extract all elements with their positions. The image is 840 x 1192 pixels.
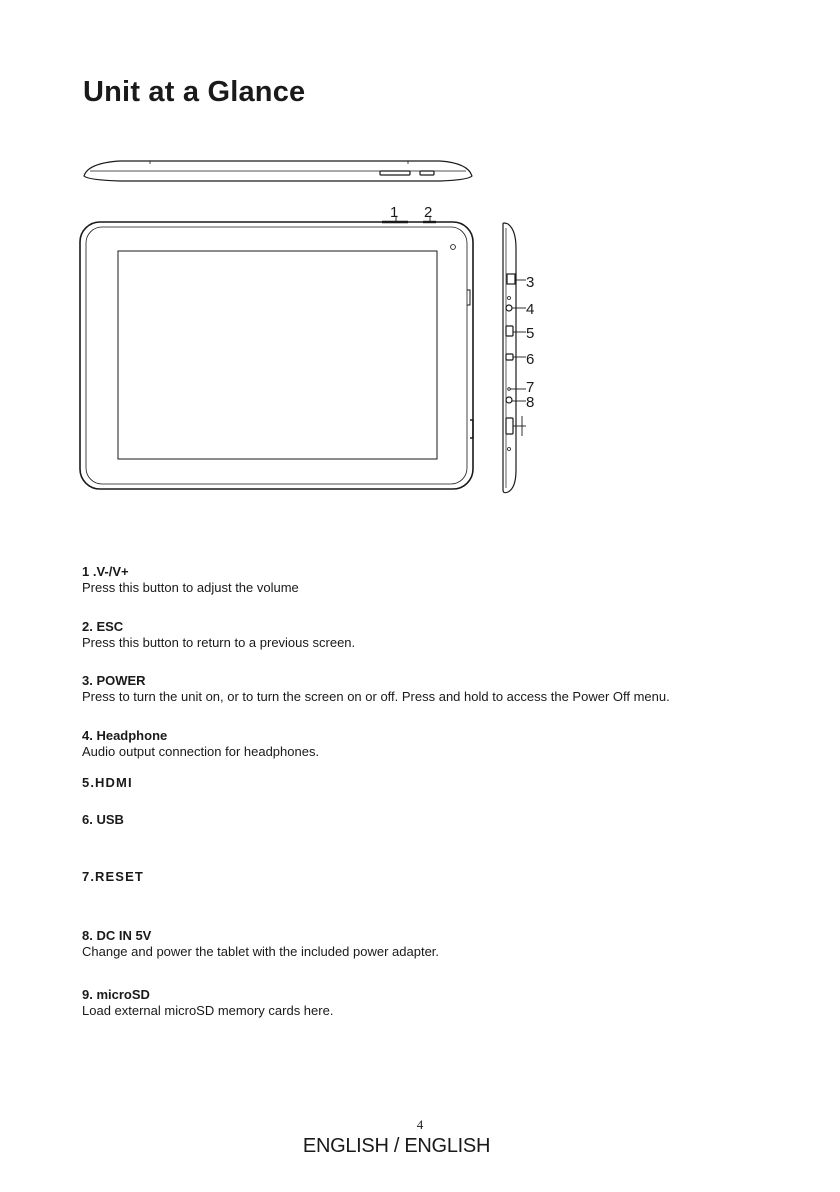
spec-heading: 6. USB (82, 812, 124, 827)
callout-6: 6 (526, 351, 535, 368)
spec-item-reset (82, 869, 144, 885)
microsd-slot (506, 418, 513, 434)
spec-item-esc (82, 619, 355, 651)
callout-1: 1 (390, 204, 399, 221)
power-port (507, 274, 515, 284)
spec-description: Press to turn the unit on, or to turn the screen on or off. Press and hold to access the Power Off menu. (82, 689, 670, 704)
callout-4: 4 (526, 301, 535, 318)
spec-heading: 2. ESC (82, 619, 124, 634)
reset-hole (508, 388, 511, 391)
tablet-side-view (503, 223, 516, 493)
spec-item-microsd (82, 987, 333, 1019)
camera-icon (451, 245, 456, 250)
page-title: Unit at a Glance (83, 76, 306, 108)
spec-heading: 4. Headphone (82, 728, 168, 743)
spec-description: Audio output connection for headphones. (82, 744, 320, 759)
spec-item-power (82, 673, 670, 705)
hdmi-port (506, 326, 513, 336)
spec-item-headphone (82, 728, 319, 760)
spec-description: Load external microSD memory cards here. (82, 1003, 334, 1018)
tablet-diagram (0, 0, 840, 520)
spec-heading: 5.HDMI (82, 775, 133, 790)
spec-heading: 8. DC IN 5V (82, 928, 152, 943)
callout-2: 2 (424, 204, 433, 221)
callout-7: 7 (526, 379, 535, 396)
spec-description: Press this button to return to a previous screen. (82, 635, 356, 650)
spec-description: Change and power the tablet with the included power adapter. (82, 944, 440, 959)
spec-description: Press this button to adjust the volume (82, 580, 299, 595)
callout-8: 8 (526, 394, 535, 411)
tablet-top-view (84, 161, 472, 181)
page-number: 4 (416, 1117, 424, 1132)
footer-language: ENGLISH / ENGLISH (302, 1135, 491, 1157)
headphone-jack (506, 305, 512, 311)
usb-port (506, 354, 513, 360)
callout-5: 5 (526, 325, 535, 342)
spec-heading: 3. POWER (82, 673, 146, 688)
tablet-front-view (80, 222, 473, 489)
spec-heading: 7.RESET (82, 869, 144, 884)
spec-item-volume (82, 564, 299, 596)
esc-button-top (420, 171, 434, 175)
spec-item-usb (82, 812, 124, 828)
volume-rocker-top (380, 171, 410, 175)
spec-item-dc-in (82, 928, 439, 960)
dc-in-port (506, 397, 512, 403)
spec-heading: 9. microSD (82, 987, 150, 1002)
spec-item-hdmi (82, 775, 133, 791)
callout-3: 3 (526, 274, 535, 291)
spec-heading: 1 .V-/V+ (82, 564, 129, 579)
